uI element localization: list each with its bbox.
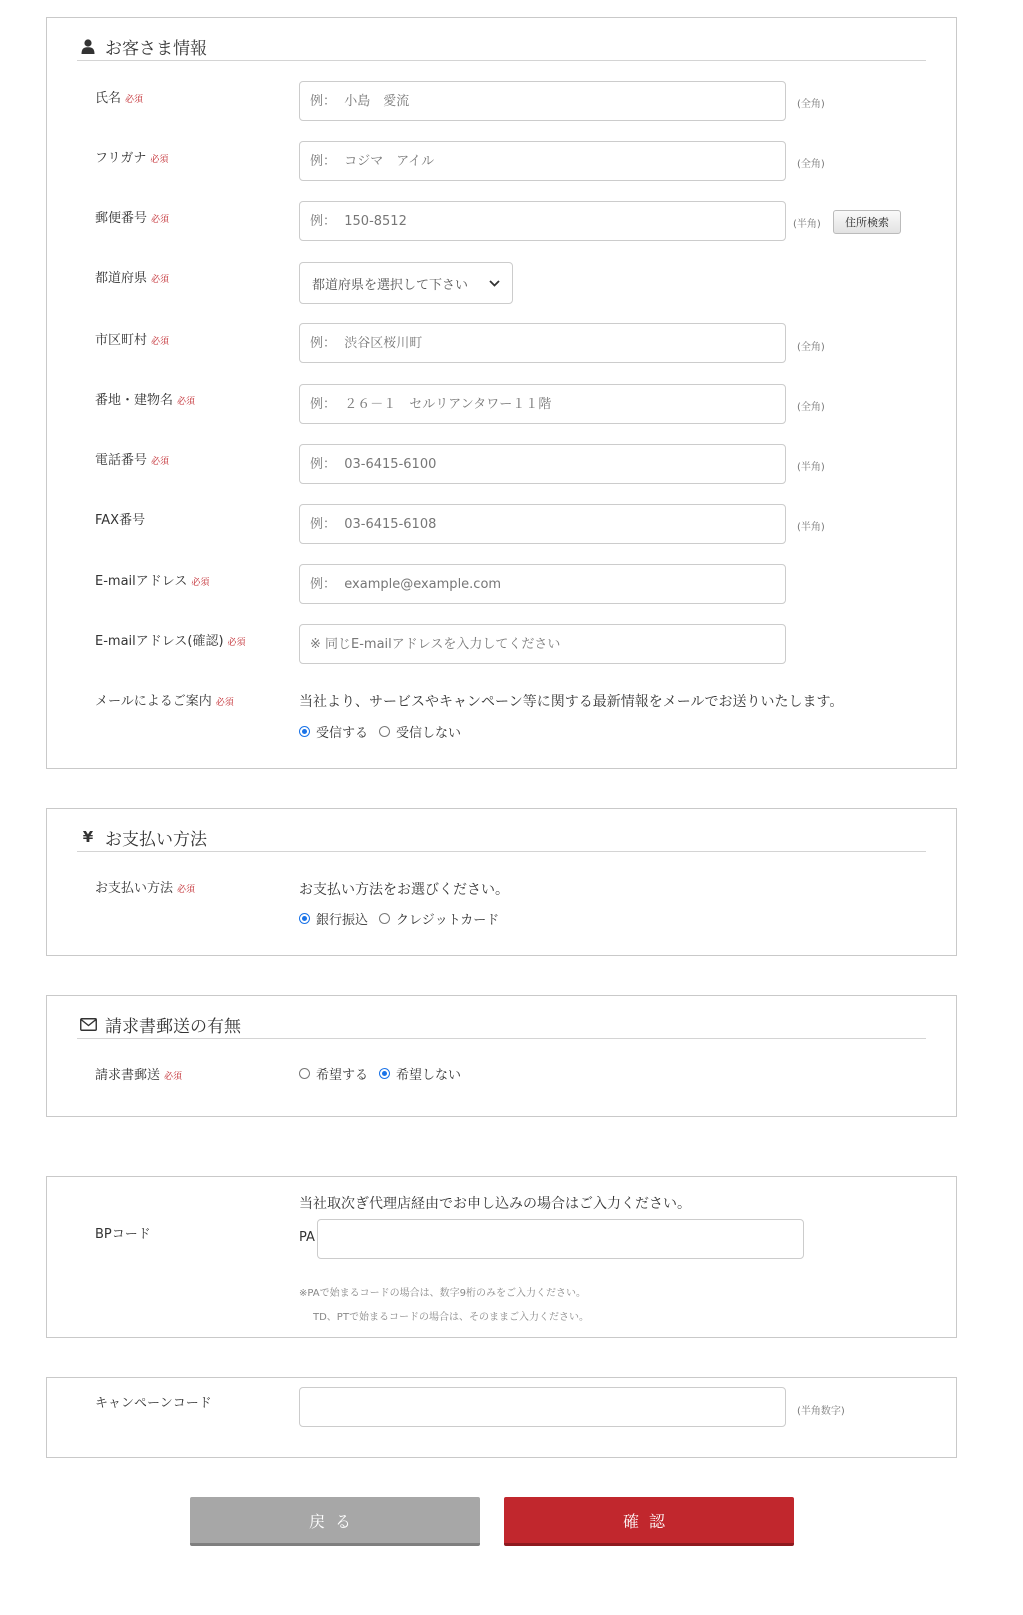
payment-panel: [46, 808, 957, 956]
email-confirm-input[interactable]: [299, 624, 786, 664]
payment-text: お支払い方法をお選びください。: [299, 882, 509, 898]
prefecture-label: 都道府県 必須: [95, 271, 170, 286]
postal-input[interactable]: [299, 201, 786, 241]
required-mark: 必須: [191, 578, 210, 588]
campaign-code-hint: (半角数字): [797, 1406, 845, 1417]
furigana-hint: (全角): [797, 159, 825, 170]
city-hint: (全角): [797, 342, 825, 353]
confirm-button[interactable]: 確認: [504, 1497, 794, 1546]
phone-input[interactable]: [299, 444, 786, 484]
invoice-label: 請求書郵送 必須: [95, 1068, 183, 1083]
customer-info-panel: [46, 17, 957, 769]
email-input[interactable]: [299, 564, 786, 604]
mail-info-radio-group: [299, 722, 472, 741]
credit-card-radio[interactable]: [379, 913, 390, 924]
mail-receive-radio[interactable]: [299, 726, 310, 737]
bank-transfer-label[interactable]: 銀行振込: [316, 913, 369, 928]
prefecture-selected-value: 都道府県を選択して下さい: [312, 277, 469, 293]
bp-note-2: TD、PTで始まるコードの場合は、そのままご入力ください。: [313, 1312, 589, 1323]
address-hint: (全角): [797, 402, 825, 413]
payment-header: [77, 823, 926, 852]
payment-label: お支払い方法 必須: [95, 881, 196, 896]
furigana-label: フリガナ 必須: [95, 151, 169, 166]
fax-label: FAX番号: [95, 513, 146, 528]
prefecture-select[interactable]: [299, 262, 513, 304]
required-mark: 必須: [150, 155, 169, 165]
mail-decline-label[interactable]: 受信しない: [396, 726, 462, 741]
name-label: 氏名 必須: [95, 91, 144, 106]
bp-code-label: BPコード: [95, 1227, 151, 1242]
campaign-code-panel: [46, 1377, 957, 1458]
back-button[interactable]: 戻る: [190, 1497, 480, 1546]
city-label: 市区町村 必須: [95, 333, 170, 348]
campaign-code-label: キャンペーンコード: [95, 1396, 212, 1411]
customer-info-header: [77, 32, 926, 61]
phone-label: 電話番号 必須: [95, 453, 170, 468]
mail-receive-label[interactable]: 受信する: [316, 726, 369, 741]
bp-code-panel: [46, 1176, 957, 1338]
yen-icon: ¥: [82, 828, 94, 846]
fax-hint: (半角): [797, 522, 825, 533]
required-mark: 必須: [151, 275, 170, 285]
invoice-not-want-radio[interactable]: [379, 1068, 390, 1079]
mail-info-text: 当社より、サービスやキャンペーン等に関する最新情報をメールでお送りいたします。: [299, 694, 844, 710]
postal-label: 郵便番号 必須: [95, 211, 170, 226]
invoice-want-radio[interactable]: [299, 1068, 310, 1079]
phone-hint: (半角): [797, 462, 825, 473]
bp-code-input[interactable]: [317, 1219, 804, 1259]
required-mark: 必須: [177, 397, 196, 407]
payment-title: お支払い方法: [105, 829, 207, 850]
mail-decline-radio[interactable]: [379, 726, 390, 737]
envelope-icon: [77, 1013, 99, 1035]
invoice-not-want-label[interactable]: 希望しない: [396, 1068, 462, 1083]
credit-card-label[interactable]: クレジットカード: [396, 913, 500, 928]
required-mark: 必須: [227, 638, 246, 648]
bp-prefix: PA: [299, 1230, 315, 1245]
name-input[interactable]: [299, 81, 786, 121]
fax-input[interactable]: [299, 504, 786, 544]
address-search-button[interactable]: 住所検索: [833, 210, 901, 234]
required-mark: 必須: [125, 95, 144, 105]
postal-hint: (半角): [793, 219, 821, 230]
customer-info-title: お客さま情報: [105, 38, 207, 59]
required-mark: 必須: [151, 215, 170, 225]
email-label: E-mailアドレス 必須: [95, 574, 210, 589]
invoice-panel: [46, 995, 957, 1117]
required-mark: 必須: [151, 337, 170, 347]
invoice-title: 請求書郵送の有無: [105, 1016, 241, 1037]
invoice-header: [77, 1010, 926, 1039]
campaign-code-input[interactable]: [299, 1387, 786, 1427]
invoice-want-label[interactable]: 希望する: [316, 1068, 369, 1083]
required-mark: 必須: [215, 698, 234, 708]
furigana-input[interactable]: [299, 141, 786, 181]
invoice-radio-group: [299, 1064, 472, 1083]
name-hint: (全角): [797, 99, 825, 110]
required-mark: 必須: [177, 885, 196, 895]
email-confirm-label: E-mailアドレス(確認) 必須: [95, 634, 246, 649]
required-mark: 必須: [164, 1072, 183, 1082]
bp-note-1: ※PAで始まるコードの場合は、数字9桁のみをご入力ください。: [299, 1288, 586, 1299]
address-input[interactable]: [299, 384, 786, 424]
city-input[interactable]: [299, 323, 786, 363]
mail-info-label: メールによるご案内 必須: [95, 694, 234, 709]
payment-radio-group: [299, 909, 510, 928]
bp-code-text: 当社取次ぎ代理店経由でお申し込みの場合はご入力ください。: [299, 1196, 691, 1212]
required-mark: 必須: [151, 457, 170, 467]
user-icon: [77, 35, 99, 57]
bank-transfer-radio[interactable]: [299, 913, 310, 924]
chevron-down-icon: [489, 276, 500, 290]
address-label: 番地・建物名 必須: [95, 393, 196, 408]
